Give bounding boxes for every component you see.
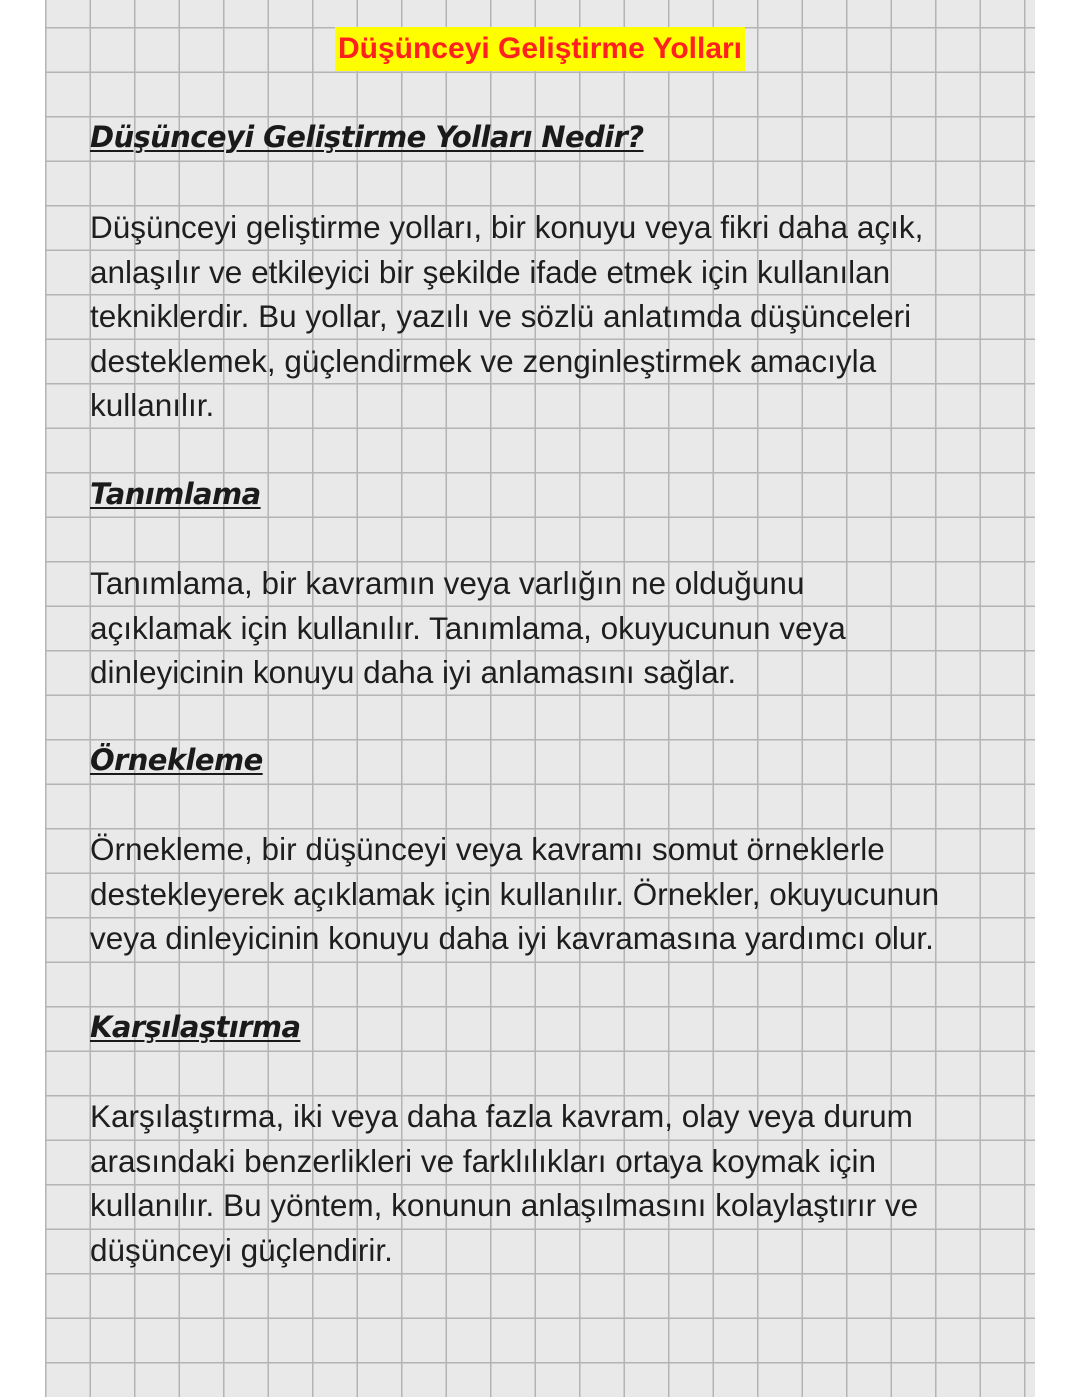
title-container	[0, 27, 1080, 71]
text-line: destekleyerek açıklamak için kullanılır. Örnekler, okuyucunun	[90, 875, 940, 912]
text-line: veya dinleyicinin konuyu daha iyi kavramasına yardımcı olur.	[90, 920, 934, 956]
section-paragraph-karsilastirma	[90, 1094, 990, 1272]
text-line: arasındaki benzerlikleri ve farklılıkları ortaya koymak için	[90, 1142, 877, 1179]
text-line: düşünceyi güçlendirir.	[90, 1231, 393, 1268]
text-line: Tanımlama, bir kavramın veya varlığın ne olduğunu	[90, 565, 805, 601]
section-heading-definition-of-methods: Düşünceyi Geliştirme Yolları Nedir?	[90, 120, 644, 154]
text-line: Düşünceyi geliştirme yolları, bir konuyu veya fikri daha açık,	[90, 209, 924, 245]
section-heading-tanimlama: Tanımlama	[90, 477, 261, 511]
text-line: Örnekleme, bir düşünceyi veya kavramı somut örneklerle	[90, 831, 885, 867]
section-paragraph-tanimlama	[90, 561, 990, 695]
section-paragraph-definition-of-methods	[90, 205, 990, 428]
page-title: Düşünceyi Geliştirme Yolları	[335, 27, 745, 71]
text-line: kullanılır. Bu yöntem, konunun anlaşılmasını kolaylaştırır ve	[90, 1187, 919, 1223]
text-line: Karşılaştırma, iki veya daha fazla kavram, olay veya durum	[90, 1098, 913, 1134]
text-line: tekniklerdir. Bu yollar, yazılı ve sözlü anlatımda düşünceleri	[90, 298, 912, 334]
section-paragraph-ornekleme	[90, 827, 990, 961]
text-line: anlaşılır ve etkileyici bir şekilde ifade etmek için kullanılan	[90, 253, 891, 290]
section-heading-ornekleme: Örnekleme	[90, 743, 263, 777]
text-line: açıklamak için kullanılır. Tanımlama, okuyucunun veya	[90, 609, 846, 646]
text-line: dinleyicinin konuyu daha iyi anlamasını sağlar.	[90, 654, 737, 690]
text-line: kullanılır.	[90, 387, 215, 423]
text-line: desteklemek, güçlendirmek ve zenginleştirmek amacıyla	[90, 342, 877, 379]
section-heading-karsilastirma: Karşılaştırma	[90, 1010, 301, 1044]
